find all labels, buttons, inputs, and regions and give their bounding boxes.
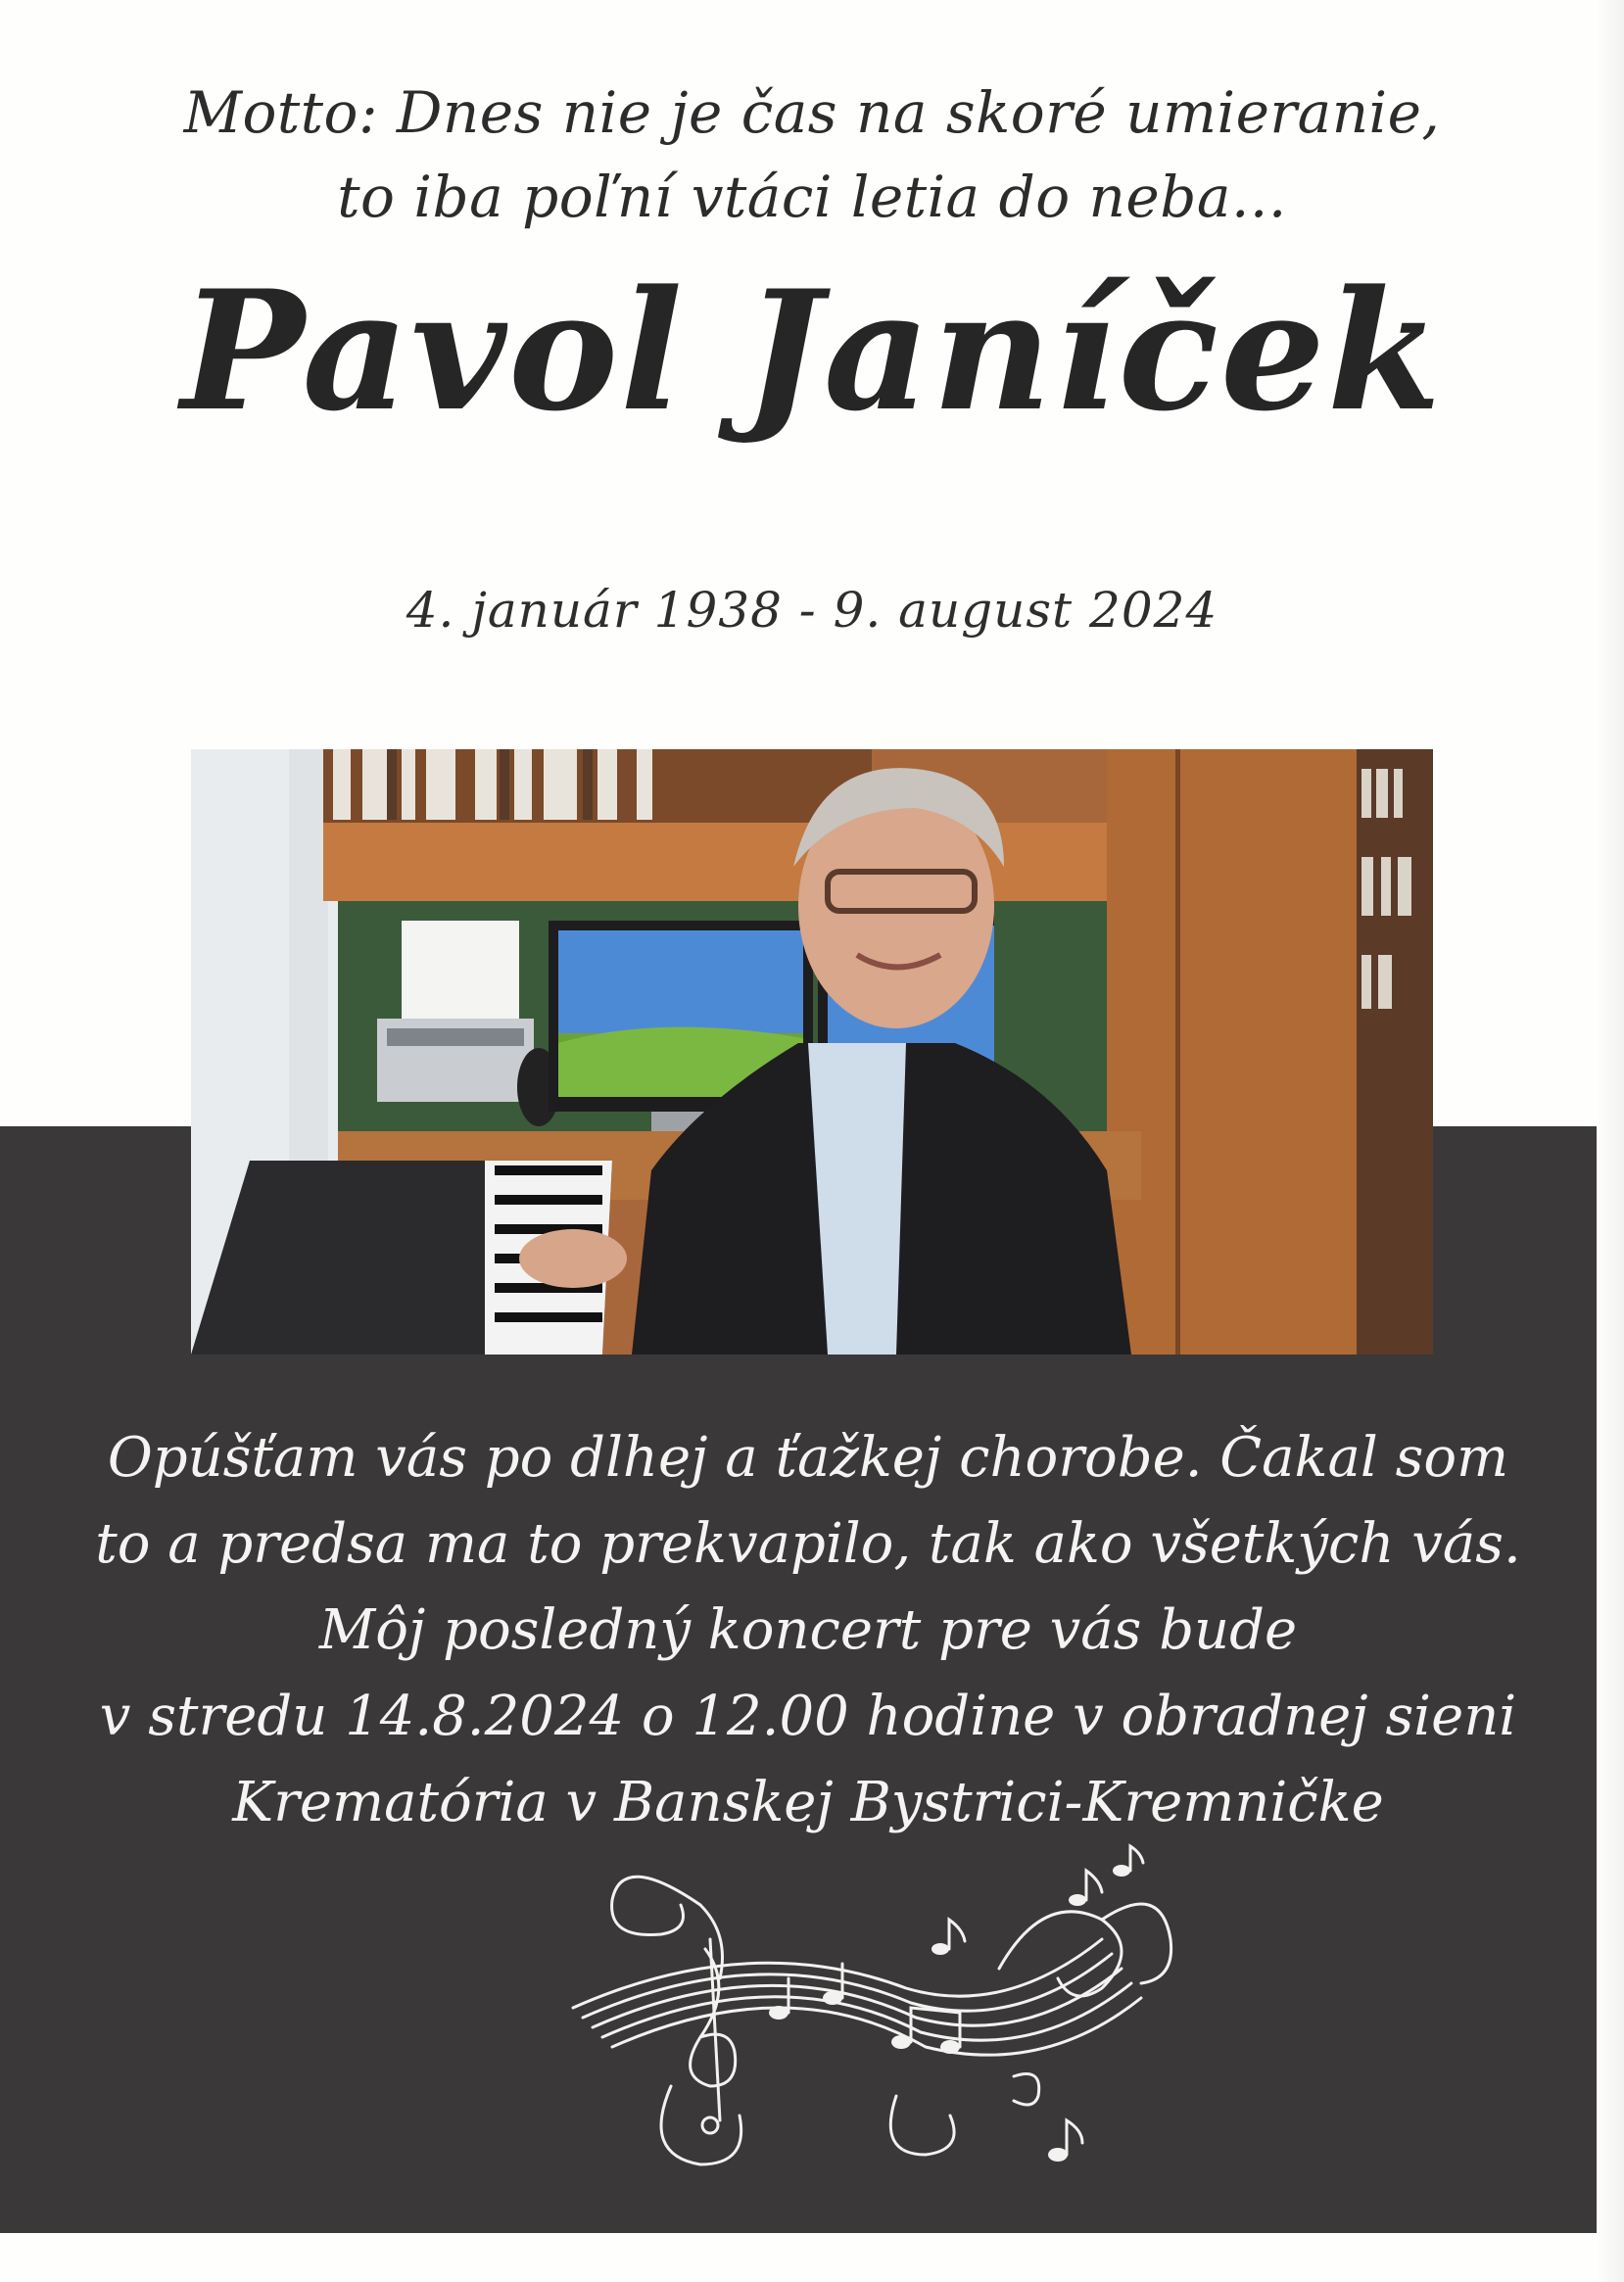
motto-line-1: Motto: Dnes nie je čas na skoré umieranie, <box>183 79 1441 146</box>
farewell-message <box>20 1415 1597 1846</box>
message-line-1: Opúšťam vás po dlhej a ťažkej chorobe. Čakal som <box>107 1426 1509 1490</box>
portrait-photo <box>191 749 1433 1355</box>
deceased-name: Pavol Janíček <box>180 254 1444 448</box>
life-dates: 4. január 1938 - 9. august 2024 <box>406 582 1218 639</box>
motto-line-2: to iba poľní vtáci letia do neba... <box>337 164 1287 230</box>
message-line-5: Krematória v Banskej Bystrici-Kremničke <box>232 1771 1384 1834</box>
message-line-3: Môj posledný koncert pre vás bude <box>318 1598 1298 1662</box>
message-line-2: to a predsa ma to prekvapilo, tak ako všetkých vás. <box>95 1512 1521 1576</box>
motto <box>0 71 1624 239</box>
music-notes-ornament <box>553 1841 1190 2184</box>
message-line-4: v stredu 14.8.2024 o 12.00 hodine v obradnej sieni <box>99 1685 1517 1748</box>
